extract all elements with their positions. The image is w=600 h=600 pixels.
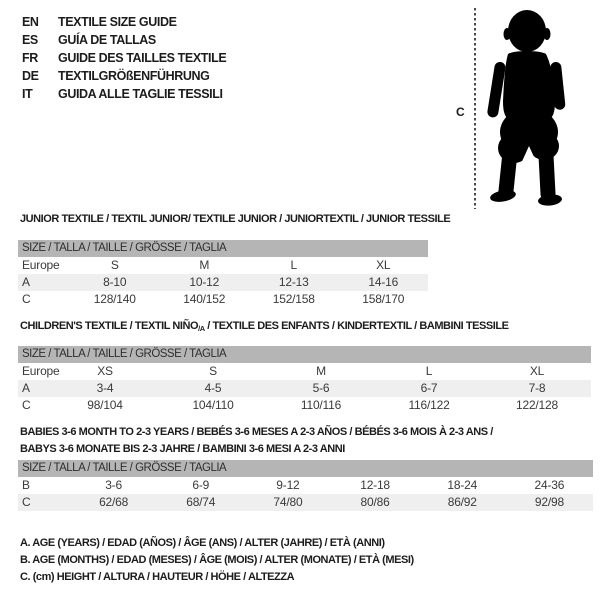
size-cell: 92/98 [534,495,564,509]
size-cell: 68/74 [186,495,216,509]
size-cell: 98/104 [87,398,123,412]
size-cell: 122/128 [516,398,558,412]
size-header-band: SIZE / TALLA / TAILLE / GRÖSSE / TAGLIA [18,240,428,257]
size-cell: 12-18 [360,478,390,492]
size-cell: 3-6 [105,478,122,492]
lang-text: TEXTILE SIZE GUIDE [58,15,177,29]
row-label: C [22,495,31,509]
table-row-age [18,380,591,397]
size-cell: 12-13 [278,275,309,289]
language-header [22,13,226,103]
size-cell: 6-9 [192,478,210,492]
row-label: Europe [22,364,60,378]
row-label: Europe [22,258,60,272]
footnote-b: B. AGE (MONTHS) / EDAD (MESES) / ÂGE (MOIS) / ALTER (MONATE) / ETÀ (MESI) [20,554,414,566]
size-cell: 7-8 [528,381,546,395]
babies-title-line2: BABYS 3-6 MONATE BIS 2-3 JAHRE / BAMBINI 3-6 MESI A 2-3 ANNI [20,442,345,455]
size-cell: 24-36 [534,478,565,492]
size-cell: 9-12 [276,478,300,492]
junior-section-title: JUNIOR TEXTILE / TEXTIL JUNIOR/ TEXTILE JUNIOR / JUNIORTEXTIL / JUNIOR TESSILE [20,213,451,225]
size-cell: 4-5 [204,381,222,395]
size-cell: 10-12 [189,275,220,289]
babies-title-line1: BABIES 3-6 MONTH TO 2-3 YEARS / BEBÉS 3-6 MESES A 2-3 AÑOS / BÉBÉS 3-6 MOIS À 2-3 ANS / [20,426,493,438]
size-cell: 86/92 [447,495,477,509]
children-title-post: / TEXTILE DES ENFANTS / KINDERTEXTIL / BAMBINI TESSILE [204,320,509,332]
table-row-height [18,291,428,308]
junior-size-table [18,240,428,308]
row-label: A [22,381,30,395]
size-cell: 128/140 [93,292,136,306]
size-cell: 104/110 [192,398,234,412]
babies-section-title [20,424,493,457]
children-title-sub: /A [198,324,205,333]
children-title-pre: CHILDREN'S TEXTILE / TEXTIL NIÑO [20,320,199,332]
table-row-europe [18,257,428,274]
lang-code: FR [22,51,38,65]
size-cell: XL [529,364,545,378]
table-row-height [18,494,593,511]
size-cell: 5-6 [312,381,330,395]
size-cell: M [199,258,210,272]
footnote-c: C. (cm) HEIGHT / ALTURA / HAUTEUR / HÖHE / ALTEZZA [20,571,295,583]
lang-code: ES [22,33,38,47]
lang-code: EN [22,15,39,29]
lang-text: GUIDE DES TAILLES TEXTILE [58,51,227,65]
row-label: C [22,292,31,306]
lang-row-fr [22,49,226,67]
size-cell: 74/80 [273,495,303,509]
size-cell: 152/158 [272,292,315,306]
size-cell: 110/116 [300,398,342,412]
size-cell: 62/68 [99,495,129,509]
lang-row-it [22,85,226,103]
table-row-age-months [18,477,593,494]
size-cell: 14-16 [368,275,399,289]
lang-row-es [22,31,226,49]
size-header-band: SIZE / TALLA / TAILLE / GRÖSSE / TAGLIA [18,460,593,477]
size-cell: 116/122 [408,398,450,412]
size-cell: S [110,258,119,272]
size-cell: 18-24 [447,478,478,492]
footnotes [20,535,414,586]
size-cell: XS [97,364,113,378]
size-cell: 3-4 [96,381,114,395]
table-row-height [18,397,591,414]
size-cell: L [425,364,433,378]
lang-code: IT [22,87,33,101]
height-measure-dashed-line [474,8,476,209]
footnote-a: A. AGE (YEARS) / EDAD (AÑOS) / ÂGE (ANS) / ALTER (JAHRE) / ETÀ (ANNI) [20,537,385,549]
size-cell: L [290,258,297,272]
lang-text: GUIDA ALLE TAGLIE TESSILI [58,87,223,101]
size-cell: S [209,364,217,378]
size-cell: M [316,364,326,378]
lang-row-en [22,13,226,31]
size-cell: XL [376,258,391,272]
size-cell: 8-10 [103,275,127,289]
children-size-table [18,346,591,414]
row-label: A [22,275,30,289]
size-cell: 140/152 [183,292,226,306]
children-section-title [20,318,509,336]
babies-size-table [18,460,593,511]
lang-text: TEXTILGRÖßENFÜHRUNG [58,69,210,83]
table-row-europe [18,363,591,380]
height-measure-label: C [456,105,465,119]
lang-row-de [22,67,226,85]
size-cell: 158/170 [362,292,405,306]
lang-code: DE [22,69,39,83]
table-row-age [18,274,428,291]
row-label: C [22,398,31,412]
lang-text: GUÍA DE TALLAS [58,33,156,47]
toddler-silhouette-icon [481,6,577,206]
size-header-band: SIZE / TALLA / TAILLE / GRÖSSE / TAGLIA [18,346,591,363]
size-cell: 80/86 [360,495,390,509]
size-cell: 6-7 [420,381,438,395]
row-label: B [22,478,30,492]
